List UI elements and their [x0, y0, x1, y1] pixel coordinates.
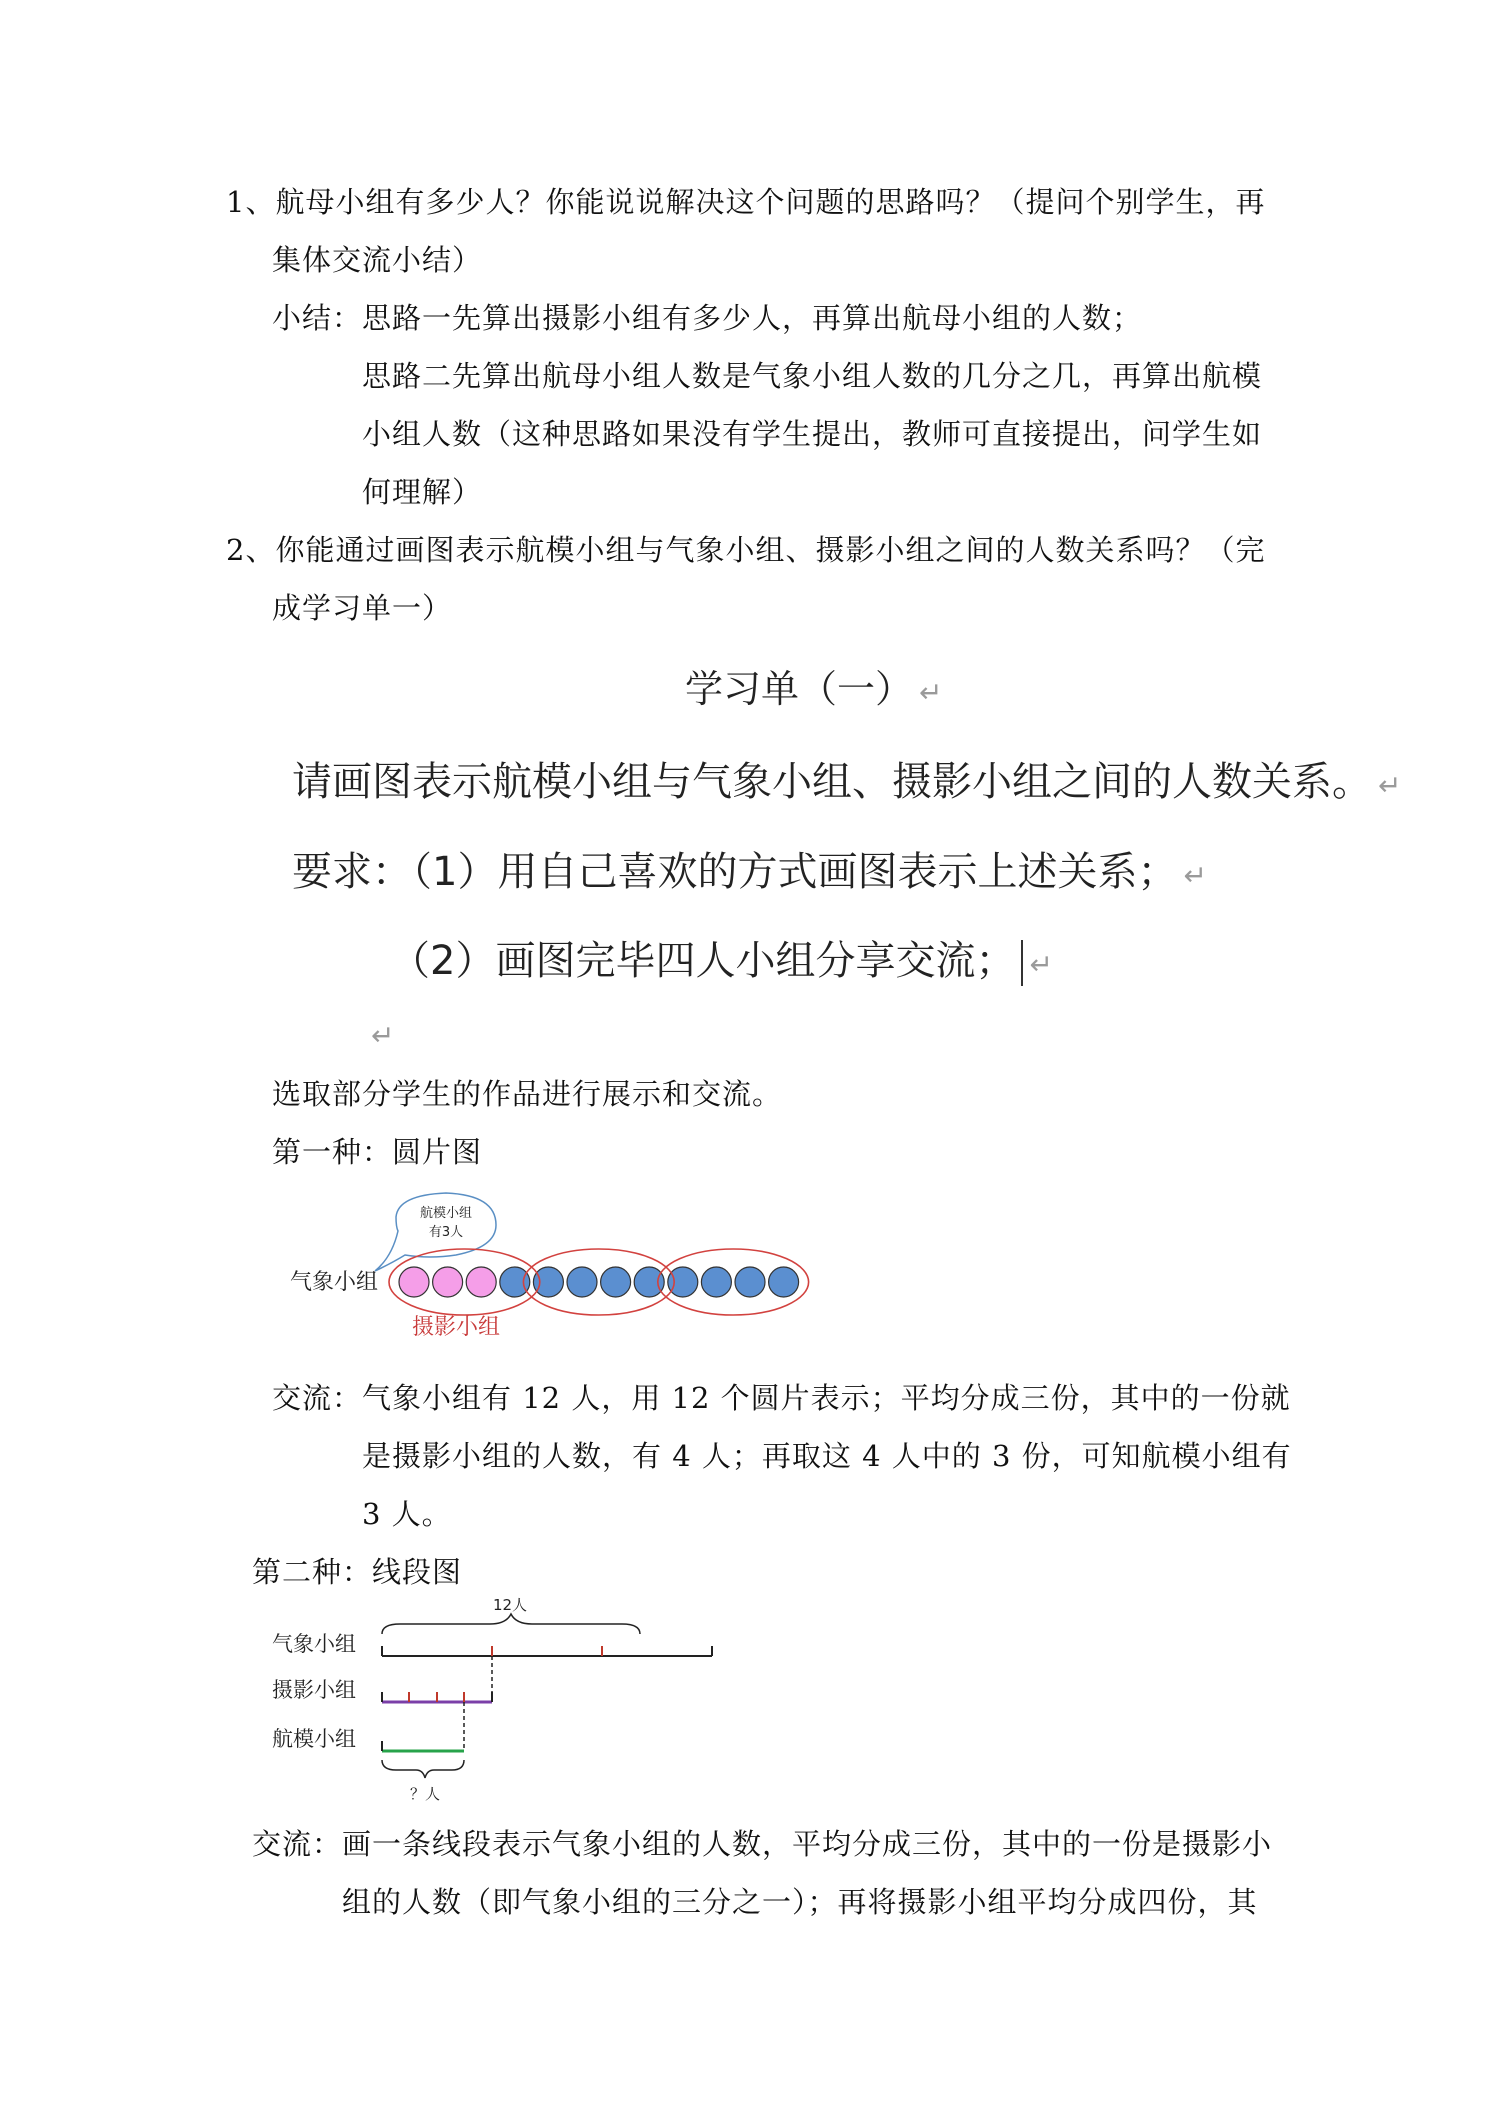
m2-exchange-line2: 组的人数（即气象小组的三分之一）；再将摄影小组平均分成四份，其 [342, 1885, 1258, 1919]
summary-label: 小结： [272, 301, 363, 335]
summary-line3: 小组人数（这种思路如果没有学生提出，教师可直接提出，问学生如 [362, 417, 1263, 451]
row-label-weather: 气象小组 [290, 1270, 379, 1295]
circle-blue [769, 1267, 799, 1297]
q2-line1: 2、你能通过画图表示航模小组与气象小组、摄影小组之间的人数关系吗？（完 [226, 533, 1266, 567]
q2-line2: 成学习单一） [272, 591, 453, 625]
worksheet-req2-text: （2）画图完毕四人小组分享交流； [390, 938, 1016, 984]
row-label-weather: 气象小组 [272, 1632, 356, 1656]
circle-pink [433, 1267, 463, 1297]
method2-heading: 第二种：线段图 [252, 1555, 463, 1589]
m1-exchange-line3: 3 人。 [362, 1497, 452, 1531]
return-mark: ↵ [371, 1019, 395, 1052]
row-label-photo: 摄影小组 [272, 1678, 356, 1702]
m1-exchange-label: 交流： [272, 1381, 363, 1415]
total-label: 12人 [492, 1596, 528, 1614]
segment-diagram [260, 1596, 740, 1806]
worksheet-title [685, 667, 943, 711]
unknown-label: ？人 [409, 1785, 441, 1803]
summary-line1: 思路一先算出摄影小组有多少人，再算出航母小组的人数； [362, 301, 1143, 335]
circle-diagram [280, 1185, 840, 1375]
m1-exchange-line1: 气象小组有 12 人，用 12 个圆片表示；平均分成三份，其中的一份就 [362, 1381, 1291, 1415]
circle-blue [701, 1267, 731, 1297]
circle-blue [533, 1267, 563, 1297]
worksheet-req2 [390, 940, 1053, 986]
photo-group-label: 摄影小组 [412, 1315, 501, 1340]
worksheet-title-text: 学习单（一） [685, 667, 914, 711]
circle-pink [466, 1267, 496, 1297]
return-mark: ↵ [919, 676, 943, 709]
circle-blue [735, 1267, 765, 1297]
row-label-model: 航模小组 [272, 1727, 356, 1751]
worksheet-instruction-text: 请画图表示航模小组与气象小组、摄影小组之间的人数关系。 [292, 759, 1372, 805]
summary-line4: 何理解） [362, 475, 483, 509]
total-brace [382, 1614, 640, 1634]
circle-blue [634, 1267, 664, 1297]
summary-line2: 思路二先算出航母小组人数是气象小组人数的几分之几，再算出航模 [362, 359, 1263, 393]
m1-exchange-line2: 是摄影小组的人数，有 4 人；再取这 4 人中的 3 份，可知航模小组有 [362, 1439, 1292, 1473]
showcase-text: 选取部分学生的作品进行展示和交流。 [272, 1077, 783, 1111]
worksheet-instruction [292, 759, 1402, 805]
speech-bubble-line2: 有3人 [428, 1225, 464, 1240]
return-mark: ↵ [1183, 859, 1207, 892]
speech-bubble-line1: 航模小组 [419, 1206, 473, 1221]
return-mark: ↵ [1029, 948, 1053, 981]
m2-exchange-line1: 画一条线段表示气象小组的人数，平均分成三份，其中的一份是摄影小 [342, 1827, 1273, 1861]
q1-line1: 1、航母小组有多少人？你能说说解决这个问题的思路吗？（提问个别学生，再 [226, 185, 1266, 219]
circle-blue [668, 1267, 698, 1297]
return-mark: ↵ [1378, 769, 1402, 802]
circle-pink [399, 1267, 429, 1297]
circle-blue [500, 1267, 530, 1297]
circle-blue [601, 1267, 631, 1297]
circle-blue [567, 1267, 597, 1297]
q1-line2: 集体交流小结） [272, 243, 483, 277]
worksheet-req1-text: 要求：（1）用自己喜欢的方式画图表示上述关系； [292, 849, 1178, 895]
worksheet-empty-line [365, 1019, 395, 1052]
unknown-brace [382, 1760, 464, 1778]
worksheet-req1 [292, 849, 1207, 895]
method1-heading: 第一种：圆片图 [272, 1135, 483, 1169]
m2-exchange-label: 交流： [252, 1827, 343, 1861]
circles-group [399, 1267, 799, 1297]
text-cursor [1021, 940, 1023, 986]
